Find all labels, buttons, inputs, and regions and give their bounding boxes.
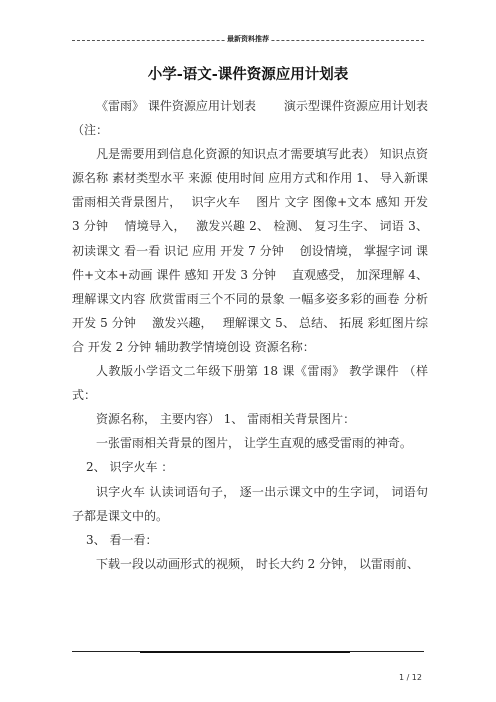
paragraph: 资源名称， 主要内容） 1、 雷雨相关背景图片： [96,412,356,427]
paragraph: 识字火车 认读词语句子， 逐一出示课文中的生字词， 词语句子都是课文中的。 [72,484,428,523]
document-title: 小学-语文-课件资源应用计划表 [147,66,349,83]
document-body [72,94,428,576]
paragraph: 下载一段以动画形式的视频， 时长大约 2 分钟， 以雷雨前、 [96,556,419,571]
paragraph: 凡是需要用到信息化资源的知识点才需要填写此表） 知识点资源名称 素材类型水平 来源 使用时间 应用方式和作用 1、 导入新课 雷雨相关背景图片， 识字火车 图片 文字 图像+文本 感知 开发 3 分钟 情境导入， 激发兴趣 2、 检测、 复习生字、 词语 3、初读课文 看一看 识记 应用 开发 7 分钟 创设情境， 掌握字词 课件+文本+动画 课件 感知 开发 3 分钟 直观感受， 加深理解 4、 理解课文内容 欣赏雷雨三个不同的景象 一幅多姿多彩的画卷 分析 开发 5 分钟 激发兴趣， 理解课文 5、 总结、 拓展 彩虹图片综合 开发 2 分钟 辅助教学情境创设 资源名称： [72,147,428,354]
paragraph: 3、 看一看： [86,532,158,547]
footer-accent-bar [140,651,350,653]
paragraph: 人教版小学语文二年级下册第 18 课《雷雨》 教学课件 （样式： [72,364,428,403]
paragraph: 2、 识字火车 ： [86,460,174,475]
header-label [0,34,496,44]
paragraph: 《雷雨》 课件资源应用计划表 演示型课件资源应用计划表 （注： [72,99,428,138]
page-number: 1 / 12 [398,673,422,682]
header-label-text: 最新资料推荐 [227,34,269,43]
paragraph: 一张雷雨相关背景的图片， 让学生直观的感受雷雨的神奇。 [96,436,412,451]
